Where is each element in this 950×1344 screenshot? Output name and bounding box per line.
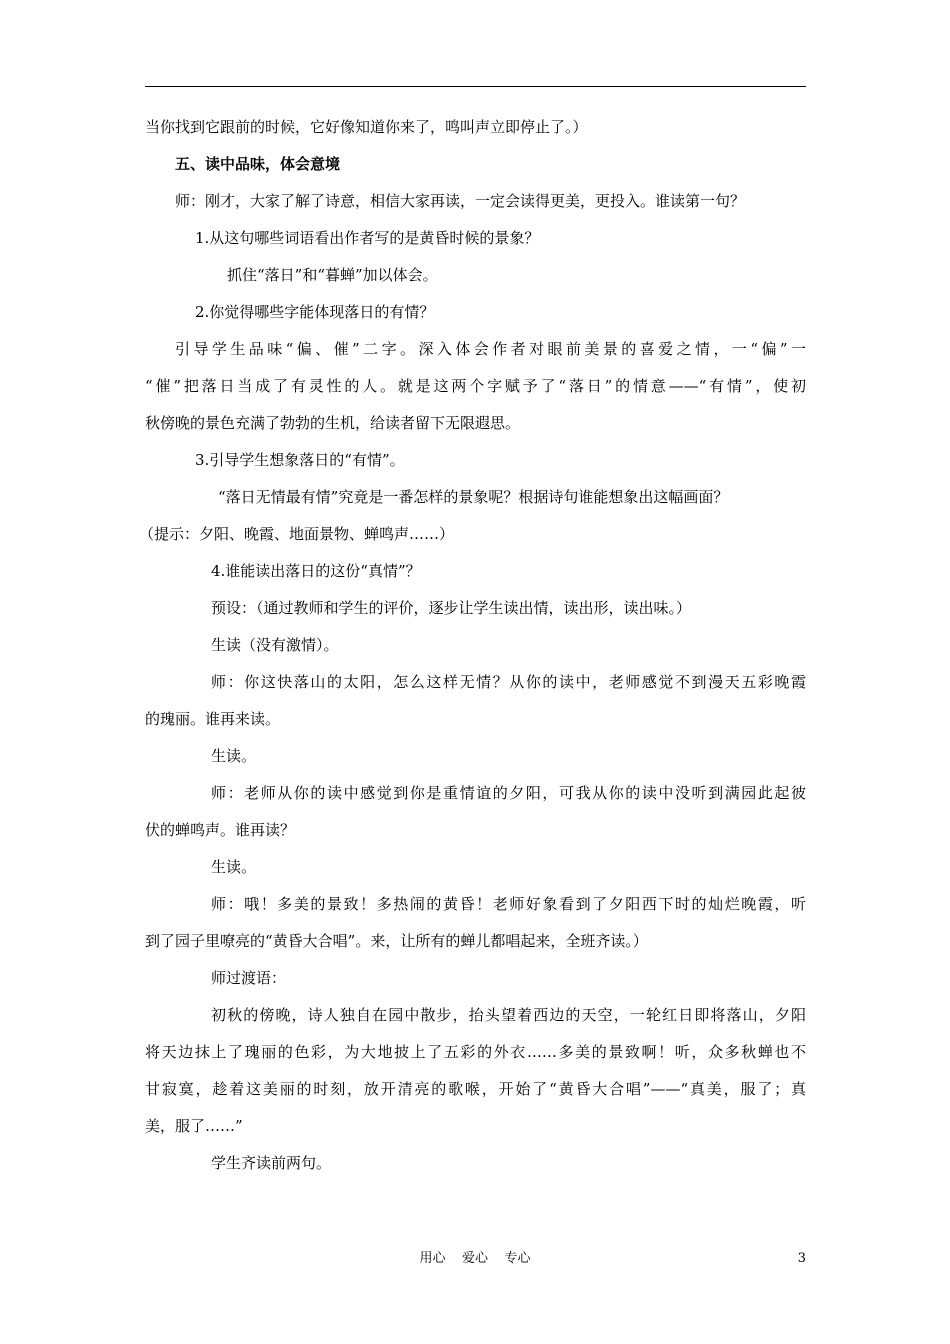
- list-item: 2.你觉得哪些字能体现落日的有情？: [195, 303, 435, 321]
- text-line: 的瑰丽。谁再来读。: [145, 710, 281, 728]
- text-line: 甘寂寞，趁着这美丽的时刻，放开清亮的歌喉，开始了“黄昏大合唱”——“真美，服了；真: [145, 1080, 806, 1098]
- text-line: 预设：（通过教师和学生的评价，逐步让学生读出情，读出形，读出味。）: [211, 599, 692, 617]
- list-item: 1.从这句哪些词语看出作者写的是黄昏时候的景象？: [195, 229, 540, 247]
- text-line: 师过渡语：: [211, 969, 287, 987]
- text-line: 师：你这快落山的太阳，怎么这样无情？从你的读中，老师感觉不到漫天五彩晚霞: [211, 673, 806, 691]
- text-line: 生读。: [211, 747, 257, 765]
- text-line: 生读（没有激情）。: [211, 636, 339, 654]
- text-line: 秋傍晚的景色充满了勃勃的生机，给读者留下无限遐思。: [145, 414, 521, 432]
- page-number: 3: [797, 1251, 806, 1266]
- text-line: “落日无情最有情”究竟是一番怎样的景象呢？根据诗句谁能想象出这幅画面？: [218, 488, 729, 506]
- text-line: 学生齐读前两句。: [211, 1154, 332, 1172]
- text-line: 师：老师从你的读中感觉到你是重情谊的夕阳，可我从你的读中没听到满园此起彼: [211, 784, 806, 802]
- text-line: 引导学生品味“偏、催”二字。深入体会作者对眼前美景的喜爱之情，一“偏”一: [175, 340, 806, 358]
- text-line: 将天边抹上了瑰丽的色彩，为大地披上了五彩的外衣……多美的景致啊！听，众多秋蝉也不: [145, 1043, 806, 1061]
- text-line: 抓住“落日”和“暮蝉”加以体会。: [227, 266, 438, 284]
- text-line: 初秋的傍晚，诗人独自在园中散步，抬头望着西边的天空，一轮红日即将落山，夕阳: [211, 1006, 806, 1024]
- list-item: 3.引导学生想象落日的“有情”。: [195, 451, 405, 469]
- text-line: 师：哦！多美的景致！多热闹的黄昏！老师好象看到了夕阳西下时的灿烂晚霞，听: [211, 895, 806, 913]
- header-rule: [145, 86, 806, 87]
- text-line: 师：刚才，大家了解了诗意，相信大家再读，一定会读得更美，更投入。谁读第一句？: [175, 192, 746, 210]
- text-line: 当你找到它跟前的时候，它好像知道你来了，鸣叫声立即停止了。）: [145, 118, 588, 136]
- text-line: 到了园子里嘹亮的“黄昏大合唱”。来，让所有的蝉儿都唱起来，全班齐读。）: [145, 932, 648, 950]
- footer-motto: 用心 爱心 专心: [419, 1251, 531, 1266]
- text-line: 生读。: [211, 858, 257, 876]
- text-line: “催”把落日当成了有灵性的人。就是这两个字赋予了“落日”的情意——“有情”，使初: [145, 377, 806, 395]
- section-heading: 五、读中品味，体会意境: [175, 155, 341, 173]
- page-footer: [0, 1249, 950, 1269]
- text-line: 伏的蝉鸣声。谁再读？: [145, 821, 296, 839]
- list-item: 4.谁能读出落日的这份“真情”？: [211, 562, 421, 580]
- text-line: （提示：夕阳、晚霞、地面景物、蝉鸣声……）: [139, 525, 455, 543]
- text-line: 美，服了……”: [145, 1117, 243, 1135]
